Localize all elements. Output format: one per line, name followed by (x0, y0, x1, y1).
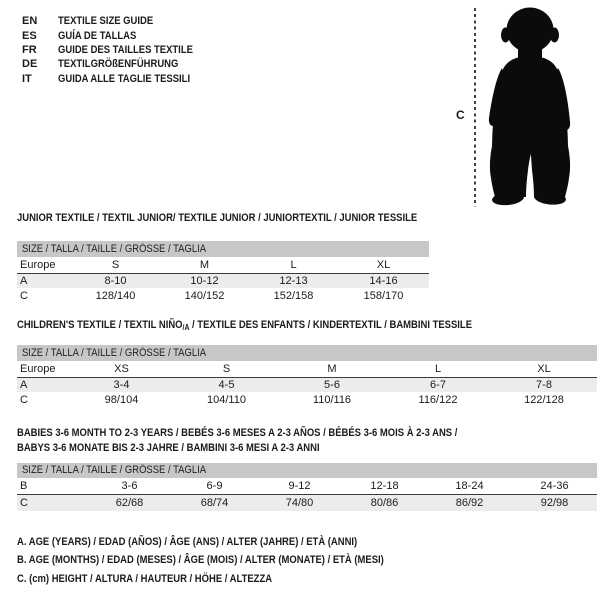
table-cell: 104/110 (207, 394, 246, 406)
language-row (22, 28, 215, 42)
table-cell: 24-36 (512, 478, 597, 494)
row-label: C (20, 394, 28, 406)
table-cell: 9-12 (257, 478, 342, 494)
table-cell: 62/68 (115, 496, 144, 509)
footnote-b (17, 551, 444, 569)
table-cell: 14-16 (369, 274, 398, 287)
language-label: GUIDE DES TAILLES TEXTILE (58, 43, 193, 56)
row-label: C (20, 290, 28, 302)
table-cell: 74/80 (285, 496, 314, 509)
table-cell: 86/92 (455, 496, 484, 509)
table-cell: XS (69, 361, 174, 377)
table-cell: 10-12 (190, 274, 219, 287)
size-header-label: SIZE / TALLA / TAILLE / GRÖSSE / TAGLIA (22, 464, 207, 476)
table-row-height (17, 392, 597, 408)
children-table-title (17, 319, 597, 334)
footnote-c (17, 570, 444, 588)
junior-textile-section (17, 212, 429, 302)
title-pre: CHILDREN'S TEXTILE / TEXTIL NIÑO (17, 319, 183, 331)
table-cell: 128/140 (95, 290, 136, 302)
table-cell: 8-10 (104, 274, 127, 287)
babies-table-title-text1: BABIES 3-6 MONTH TO 2-3 YEARS / BEBÉS 3-6 MESES A 2-3 AÑOS / BÉBÉS 3-6 MOIS À 2-3 ANS / (17, 427, 458, 439)
table-row-age (17, 377, 597, 392)
junior-table-title-text: JUNIOR TEXTILE / TEXTIL JUNIOR/ TEXTILE JUNIOR / JUNIORTEXTIL / JUNIOR TESSILE (17, 212, 418, 224)
language-code: EN (22, 15, 38, 28)
babies-table-title-line2 (17, 441, 597, 456)
table-cell: 110/116 (312, 394, 352, 406)
table-cell: S (174, 361, 279, 377)
language-label: GUIDA ALLE TAGLIE TESSILI (58, 72, 191, 85)
language-label: TEXTILE SIZE GUIDE (58, 15, 154, 28)
table-cell: 68/74 (200, 496, 229, 509)
language-row (22, 14, 215, 28)
table-cell: 3-6 (87, 478, 172, 494)
row-label: Europe (17, 257, 71, 273)
table-cell: 4-5 (218, 378, 235, 391)
size-header-bar (17, 241, 429, 257)
table-row-months (17, 478, 597, 494)
children-size-table (17, 361, 597, 408)
language-list (22, 14, 215, 86)
table-cell: M (279, 361, 385, 377)
junior-table-title (17, 212, 429, 225)
table-header-row (17, 257, 429, 273)
language-row (22, 57, 215, 71)
language-code: ES (22, 29, 37, 42)
size-header-label: SIZE / TALLA / TAILLE / GRÖSSE / TAGLIA (22, 347, 207, 359)
table-cell: 18-24 (427, 478, 512, 494)
language-label: TEXTILGRÖßENFÜHRUNG (58, 58, 179, 71)
height-marker-label: C (456, 108, 465, 122)
table-row-age (17, 273, 429, 288)
table-cell: S (71, 257, 160, 273)
table-cell: 6-7 (430, 378, 446, 391)
table-cell: 92/98 (540, 496, 569, 509)
table-cell: XL (491, 361, 597, 377)
footnote-a-text: A. AGE (YEARS) / EDAD (AÑOS) / ÂGE (ANS) / ALTER (JAHRE) / ETÀ (ANNI) (17, 536, 358, 549)
table-cell: M (160, 257, 249, 273)
junior-size-table (17, 257, 429, 304)
table-cell: 116/122 (418, 394, 458, 406)
title-post: / TEXTILE DES ENFANTS / KINDERTEXTIL / BAMBINI TESSILE (189, 319, 473, 331)
children-textile-section (17, 319, 597, 406)
toddler-silhouette-icon (486, 6, 598, 206)
table-cell: 122/128 (524, 394, 564, 406)
language-row (22, 43, 215, 57)
table-cell: 3-4 (113, 378, 130, 391)
babies-table-title-line1 (17, 426, 597, 441)
footnote-a (17, 533, 444, 551)
table-header-row (17, 361, 597, 377)
babies-textile-section (17, 426, 597, 509)
table-cell: 12-18 (342, 478, 427, 494)
babies-table-title-text2: BABYS 3-6 MONATE BIS 2-3 JAHRE / BAMBINI 3-6 MESI A 2-3 ANNI (17, 442, 320, 454)
title-sub: /A (182, 323, 190, 332)
size-header-bar (17, 345, 597, 361)
table-row-height (17, 494, 597, 511)
row-label: Europe (17, 361, 69, 377)
table-cell: 12-13 (279, 274, 308, 287)
language-label: GUÍA DE TALLAS (58, 29, 137, 42)
babies-size-table (17, 478, 597, 511)
footnotes (17, 533, 444, 588)
table-cell: 6-9 (172, 478, 257, 494)
table-row-height (17, 288, 429, 304)
table-cell: 7-8 (536, 378, 552, 391)
language-code: DE (22, 58, 38, 71)
height-dotted-line (474, 8, 476, 207)
table-cell: 140/152 (184, 290, 225, 302)
table-cell: 98/104 (104, 394, 139, 406)
footnote-b-text: B. AGE (MONTHS) / EDAD (MESES) / ÂGE (MOIS) / ALTER (MONATE) / ETÀ (MESI) (17, 554, 384, 567)
language-code: IT (22, 72, 32, 85)
table-cell: XL (338, 257, 429, 273)
language-code: FR (22, 43, 37, 56)
table-cell: 158/170 (363, 290, 404, 302)
row-label: B (17, 478, 87, 494)
size-header-bar (17, 463, 597, 478)
footnote-c-text: C. (cm) HEIGHT / ALTURA / HAUTEUR / HÖHE / ALTEZZA (17, 572, 273, 585)
language-row (22, 72, 215, 86)
table-cell: 152/158 (273, 290, 314, 302)
children-table-title-text (17, 319, 472, 334)
table-cell: L (385, 361, 491, 377)
row-label: A (20, 274, 28, 287)
table-cell: 80/86 (370, 496, 399, 509)
row-label: A (20, 378, 28, 391)
table-cell: 5-6 (324, 378, 340, 391)
table-cell: L (249, 257, 338, 273)
size-header-label: SIZE / TALLA / TAILLE / GRÖSSE / TAGLIA (22, 243, 207, 255)
row-label: C (20, 496, 28, 509)
